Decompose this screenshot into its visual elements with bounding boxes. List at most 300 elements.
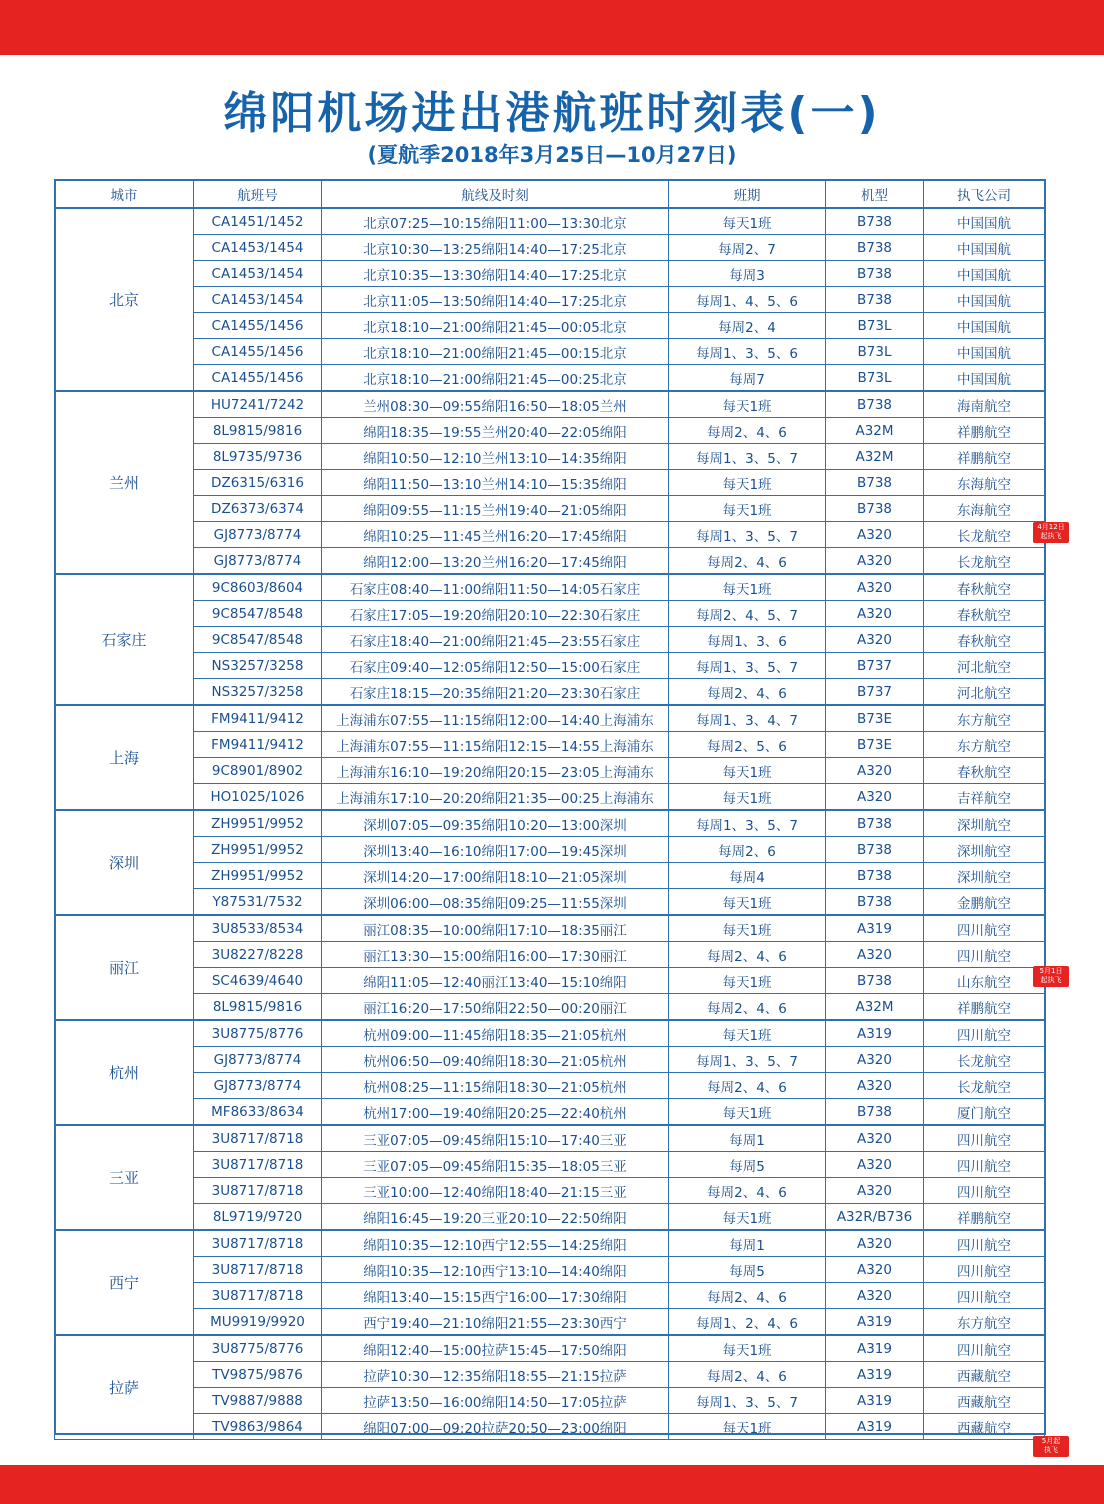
route-time-cell: 深圳13:40—16:10绵阳17:00—19:45深圳 — [322, 837, 669, 863]
flight-no-cell: FM9411/9412 — [194, 732, 322, 758]
route-time-cell: 深圳07:05—09:35绵阳10:20—13:00深圳 — [322, 810, 669, 837]
route-time-cell: 北京18:10—21:00绵阳21:45—00:05北京 — [322, 313, 669, 339]
airline-cell: 西藏航空 — [924, 1414, 1045, 1440]
aircraft-cell: A319 — [826, 1414, 924, 1440]
route-time-cell: 北京18:10—21:00绵阳21:45—00:25北京 — [322, 365, 669, 392]
schedule-cell: 每周1、3、5、6 — [669, 339, 826, 365]
aircraft-cell: A320 — [826, 1230, 924, 1257]
aircraft-cell: A319 — [826, 1362, 924, 1388]
city-cell: 西宁 — [55, 1230, 194, 1335]
table-row — [55, 732, 1045, 758]
flight-no-cell: DZ6373/6374 — [194, 496, 322, 522]
airline-cell: 河北航空 — [924, 653, 1045, 679]
schedule-cell: 每周2、5、6 — [669, 732, 826, 758]
schedule-cell: 每周1、3、5、7 — [669, 1047, 826, 1073]
aircraft-cell: B73L — [826, 339, 924, 365]
schedule-cell: 每天1班 — [669, 574, 826, 601]
route-time-cell: 石家庄08:40—11:00绵阳11:50—14:05石家庄 — [322, 574, 669, 601]
route-time-cell: 上海浦东07:55—11:15绵阳12:15—14:55上海浦东 — [322, 732, 669, 758]
route-time-cell: 上海浦东16:10—19:20绵阳20:15—23:05上海浦东 — [322, 758, 669, 784]
route-time-cell: 上海浦东07:55—11:15绵阳12:00—14:40上海浦东 — [322, 705, 669, 732]
schedule-cell: 每周1、4、5、6 — [669, 287, 826, 313]
table-row — [55, 915, 1045, 942]
schedule-cell: 每天1班 — [669, 470, 826, 496]
aircraft-cell: A320 — [826, 1125, 924, 1152]
city-group — [55, 391, 1045, 574]
aircraft-cell: B738 — [826, 863, 924, 889]
airline-cell: 四川航空 — [924, 1020, 1045, 1047]
aircraft-cell: B738 — [826, 837, 924, 863]
table-row — [55, 1047, 1045, 1073]
city-cell: 丽江 — [55, 915, 194, 1020]
flight-no-cell: GJ8773/8774 — [194, 1047, 322, 1073]
city-cell: 杭州 — [55, 1020, 194, 1125]
route-time-cell: 三亚10:00—12:40绵阳18:40—21:15三亚 — [322, 1178, 669, 1204]
aircraft-cell: A32R/B736 — [826, 1204, 924, 1231]
aircraft-cell: A320 — [826, 574, 924, 601]
page-title: 绵阳机场进出港航班时刻表(一) — [223, 88, 881, 139]
schedule-cell: 每天1班 — [669, 1335, 826, 1362]
table-row — [55, 261, 1045, 287]
flight-no-cell: HU7241/7242 — [194, 391, 322, 418]
aircraft-cell: A320 — [826, 1152, 924, 1178]
aircraft-cell: B73L — [826, 365, 924, 392]
aircraft-cell: B73L — [826, 313, 924, 339]
airline-cell: 中国国航 — [924, 339, 1045, 365]
schedule-cell: 每周2、7 — [669, 235, 826, 261]
table-row — [55, 1388, 1045, 1414]
start-date-note-badge — [1033, 522, 1069, 543]
route-time-cell: 石家庄18:15—20:35绵阳21:20—23:30石家庄 — [322, 679, 669, 706]
table-row — [55, 339, 1045, 365]
route-time-cell: 绵阳13:40—15:15西宁16:00—17:30绵阳 — [322, 1283, 669, 1309]
flight-no-cell: 3U8717/8718 — [194, 1230, 322, 1257]
table-row — [55, 1204, 1045, 1231]
airline-cell: 祥鹏航空 — [924, 418, 1045, 444]
airline-cell: 春秋航空 — [924, 627, 1045, 653]
airline-cell: 吉祥航空 — [924, 784, 1045, 811]
airline-cell: 东方航空 — [924, 732, 1045, 758]
schedule-cell: 每天1班 — [669, 784, 826, 811]
schedule-cell: 每周1、3、6 — [669, 627, 826, 653]
schedule-cell: 每周3 — [669, 261, 826, 287]
schedule-cell: 每天1班 — [669, 496, 826, 522]
page-subtitle: (夏航季2018年3月25日—10月27日) — [367, 143, 737, 167]
flight-no-cell: MU9919/9920 — [194, 1309, 322, 1336]
route-time-cell: 北京10:30—13:25绵阳14:40—17:25北京 — [322, 235, 669, 261]
route-time-cell: 深圳06:00—08:35绵阳09:25—11:55深圳 — [322, 889, 669, 916]
airline-cell: 四川航空 — [924, 942, 1045, 968]
table-row — [55, 287, 1045, 313]
route-time-cell: 绵阳11:05—12:40丽江13:40—15:10绵阳 — [322, 968, 669, 994]
table-row — [55, 365, 1045, 392]
table-header-row — [55, 180, 1045, 208]
table-row — [55, 784, 1045, 811]
aircraft-cell: B737 — [826, 679, 924, 706]
schedule-cell: 每天1班 — [669, 968, 826, 994]
flight-no-cell: NS3257/3258 — [194, 679, 322, 706]
table-row — [55, 679, 1045, 706]
route-time-cell: 杭州09:00—11:45绵阳18:35—21:05杭州 — [322, 1020, 669, 1047]
flight-no-cell: CA1455/1456 — [194, 365, 322, 392]
route-time-cell: 绵阳09:55—11:15兰州19:40—21:05绵阳 — [322, 496, 669, 522]
note-line-text: 执飞 — [1044, 1445, 1058, 1454]
aircraft-cell: A320 — [826, 784, 924, 811]
airline-cell: 四川航空 — [924, 1335, 1045, 1362]
route-time-cell: 绵阳11:50—13:10兰州14:10—15:35绵阳 — [322, 470, 669, 496]
airline-cell: 中国国航 — [924, 313, 1045, 339]
aircraft-cell: A319 — [826, 1335, 924, 1362]
table-row — [55, 391, 1045, 418]
schedule-cell: 每天1班 — [669, 915, 826, 942]
aircraft-cell: A320 — [826, 758, 924, 784]
airline-cell: 长龙航空 — [924, 1073, 1045, 1099]
airline-cell: 东方航空 — [924, 705, 1045, 732]
note-line-date: 5月起 — [1041, 1436, 1061, 1445]
table-row — [55, 1257, 1045, 1283]
top-red-band — [0, 0, 1104, 55]
flight-no-cell: 8L9719/9720 — [194, 1204, 322, 1231]
route-time-cell: 北京11:05—13:50绵阳14:40—17:25北京 — [322, 287, 669, 313]
flight-no-cell: CA1455/1456 — [194, 313, 322, 339]
airline-cell: 四川航空 — [924, 1178, 1045, 1204]
aircraft-cell: B738 — [826, 889, 924, 916]
col-header-flight-no: 航班号 — [194, 180, 322, 208]
table-row — [55, 418, 1045, 444]
table-row — [55, 1362, 1045, 1388]
col-header-city: 城市 — [55, 180, 194, 208]
flight-no-cell: ZH9951/9952 — [194, 810, 322, 837]
table-row — [55, 758, 1045, 784]
route-time-cell: 绵阳10:35—12:10西宁12:55—14:25绵阳 — [322, 1230, 669, 1257]
airline-cell: 东海航空 — [924, 470, 1045, 496]
route-time-cell: 兰州08:30—09:55绵阳16:50—18:05兰州 — [322, 391, 669, 418]
route-time-cell: 绵阳07:00—09:20拉萨20:50—23:00绵阳 — [322, 1414, 669, 1440]
table-row — [55, 444, 1045, 470]
table-row — [55, 1283, 1045, 1309]
flight-no-cell: 3U8717/8718 — [194, 1178, 322, 1204]
table-row — [55, 313, 1045, 339]
note-line-date: 5月1日 — [1039, 966, 1063, 975]
schedule-cell: 每周1 — [669, 1125, 826, 1152]
airline-cell: 东海航空 — [924, 496, 1045, 522]
aircraft-cell: A32M — [826, 994, 924, 1021]
schedule-cell: 每周2、4、6 — [669, 1283, 826, 1309]
airline-cell: 长龙航空 — [924, 548, 1045, 575]
table-row — [55, 705, 1045, 732]
schedule-cell: 每周1、3、5、7 — [669, 522, 826, 548]
city-group — [55, 1125, 1045, 1230]
airline-cell: 祥鹏航空 — [924, 1204, 1045, 1231]
flight-no-cell: 8L9815/9816 — [194, 994, 322, 1021]
city-group — [55, 810, 1045, 915]
airline-cell: 中国国航 — [924, 235, 1045, 261]
flight-no-cell: CA1453/1454 — [194, 287, 322, 313]
flight-no-cell: DZ6315/6316 — [194, 470, 322, 496]
flight-no-cell: GJ8773/8774 — [194, 522, 322, 548]
airline-cell: 深圳航空 — [924, 837, 1045, 863]
schedule-cell: 每天1班 — [669, 889, 826, 916]
route-time-cell: 丽江16:20—17:50绵阳22:50—00:20丽江 — [322, 994, 669, 1021]
aircraft-cell: B737 — [826, 653, 924, 679]
aircraft-cell: A320 — [826, 1257, 924, 1283]
note-line-text: 起执飞 — [1040, 532, 1062, 541]
schedule-cell: 每周1、2、4、6 — [669, 1309, 826, 1336]
flight-no-cell: 3U8717/8718 — [194, 1125, 322, 1152]
schedule-cell: 每周2、4、6 — [669, 1178, 826, 1204]
schedule-cell: 每周1、3、5、7 — [669, 653, 826, 679]
col-header-route-time: 航线及时刻 — [322, 180, 669, 208]
aircraft-cell: A320 — [826, 1178, 924, 1204]
flight-no-cell: TV9863/9864 — [194, 1414, 322, 1440]
flight-no-cell: Y87531/7532 — [194, 889, 322, 916]
flight-no-cell: CA1453/1454 — [194, 235, 322, 261]
flight-no-cell: 3U8533/8534 — [194, 915, 322, 942]
table-row — [55, 470, 1045, 496]
city-group — [55, 705, 1045, 810]
route-time-cell: 三亚07:05—09:45绵阳15:35—18:05三亚 — [322, 1152, 669, 1178]
flight-no-cell: ZH9951/9952 — [194, 837, 322, 863]
flight-no-cell: 3U8717/8718 — [194, 1283, 322, 1309]
schedule-cell: 每天1班 — [669, 1204, 826, 1231]
table-row — [55, 1309, 1045, 1336]
aircraft-cell: B73E — [826, 705, 924, 732]
schedule-cell: 每周1、3、4、7 — [669, 705, 826, 732]
airline-cell: 河北航空 — [924, 679, 1045, 706]
flight-no-cell: CA1453/1454 — [194, 261, 322, 287]
table-row — [55, 837, 1045, 863]
schedule-cell: 每天1班 — [669, 208, 826, 235]
col-header-schedule: 班期 — [669, 180, 826, 208]
flight-no-cell: 9C8901/8902 — [194, 758, 322, 784]
route-time-cell: 北京07:25—10:15绵阳11:00—13:30北京 — [322, 208, 669, 235]
schedule-cell: 每周2、4 — [669, 313, 826, 339]
flight-no-cell: HO1025/1026 — [194, 784, 322, 811]
table-row — [55, 968, 1045, 994]
table-row — [55, 601, 1045, 627]
airline-cell: 中国国航 — [924, 208, 1045, 235]
aircraft-cell: A319 — [826, 915, 924, 942]
table-row — [55, 522, 1045, 548]
airline-cell: 西藏航空 — [924, 1362, 1045, 1388]
aircraft-cell: B738 — [826, 208, 924, 235]
aircraft-cell: B738 — [826, 810, 924, 837]
aircraft-cell: A320 — [826, 1047, 924, 1073]
airline-cell: 春秋航空 — [924, 758, 1045, 784]
table-row — [55, 1230, 1045, 1257]
city-cell: 上海 — [55, 705, 194, 810]
flight-no-cell: 3U8775/8776 — [194, 1020, 322, 1047]
route-time-cell: 丽江08:35—10:00绵阳17:10—18:35丽江 — [322, 915, 669, 942]
city-cell: 三亚 — [55, 1125, 194, 1230]
aircraft-cell: A320 — [826, 1283, 924, 1309]
airline-cell: 中国国航 — [924, 287, 1045, 313]
flight-no-cell: CA1455/1456 — [194, 339, 322, 365]
city-group — [55, 574, 1045, 705]
airline-cell: 长龙航空 — [924, 522, 1045, 548]
city-group — [55, 915, 1045, 1020]
airline-cell: 祥鹏航空 — [924, 994, 1045, 1021]
airline-cell: 厦门航空 — [924, 1099, 1045, 1126]
table-row — [55, 889, 1045, 916]
col-header-aircraft: 机型 — [826, 180, 924, 208]
route-time-cell: 丽江13:30—15:00绵阳16:00—17:30丽江 — [322, 942, 669, 968]
flight-no-cell: 9C8547/8548 — [194, 601, 322, 627]
route-time-cell: 绵阳10:35—12:10西宁13:10—14:40绵阳 — [322, 1257, 669, 1283]
airline-cell: 长龙航空 — [924, 1047, 1045, 1073]
schedule-cell: 每周5 — [669, 1152, 826, 1178]
city-group — [55, 1020, 1045, 1125]
table-row — [55, 1414, 1045, 1440]
schedule-cell: 每周7 — [669, 365, 826, 392]
aircraft-cell: A32M — [826, 444, 924, 470]
aircraft-cell: A32M — [826, 418, 924, 444]
route-time-cell: 杭州08:25—11:15绵阳18:30—21:05杭州 — [322, 1073, 669, 1099]
aircraft-cell: B738 — [826, 968, 924, 994]
route-time-cell: 北京10:35—13:30绵阳14:40—17:25北京 — [322, 261, 669, 287]
flight-no-cell: 9C8547/8548 — [194, 627, 322, 653]
schedule-cell: 每周5 — [669, 1257, 826, 1283]
table-row — [55, 496, 1045, 522]
flight-schedule-table — [54, 179, 1045, 1440]
route-time-cell: 石家庄09:40—12:05绵阳12:50—15:00石家庄 — [322, 653, 669, 679]
route-time-cell: 拉萨13:50—16:00绵阳14:50—17:05拉萨 — [322, 1388, 669, 1414]
start-date-note-badge — [1033, 966, 1069, 987]
city-cell: 深圳 — [55, 810, 194, 915]
route-time-cell: 石家庄18:40—21:00绵阳21:45—23:55石家庄 — [322, 627, 669, 653]
route-time-cell: 西宁19:40—21:10绵阳21:55—23:30西宁 — [322, 1309, 669, 1336]
city-cell: 北京 — [55, 208, 194, 391]
table-row — [55, 1152, 1045, 1178]
route-time-cell: 杭州17:00—19:40绵阳20:25—22:40杭州 — [322, 1099, 669, 1126]
aircraft-cell: B738 — [826, 261, 924, 287]
schedule-cell: 每天1班 — [669, 758, 826, 784]
schedule-cell: 每周2、4、6 — [669, 942, 826, 968]
schedule-cell: 每天1班 — [669, 1020, 826, 1047]
table-row — [55, 994, 1045, 1021]
table-row — [55, 1335, 1045, 1362]
airline-cell: 四川航空 — [924, 1230, 1045, 1257]
table-row — [55, 627, 1045, 653]
airline-cell: 深圳航空 — [924, 863, 1045, 889]
airline-cell: 金鹏航空 — [924, 889, 1045, 916]
table-row — [55, 810, 1045, 837]
flight-no-cell: 3U8775/8776 — [194, 1335, 322, 1362]
aircraft-cell: B738 — [826, 287, 924, 313]
schedule-cell: 每天1班 — [669, 1414, 826, 1440]
schedule-cell: 每周2、4、6 — [669, 1362, 826, 1388]
table-row — [55, 1125, 1045, 1152]
aircraft-cell: A320 — [826, 942, 924, 968]
schedule-cell: 每周1、3、5、7 — [669, 810, 826, 837]
flight-no-cell: 3U8227/8228 — [194, 942, 322, 968]
flight-no-cell: GJ8773/8774 — [194, 548, 322, 575]
airline-cell: 四川航空 — [924, 1257, 1045, 1283]
flight-no-cell: MF8633/8634 — [194, 1099, 322, 1126]
airline-cell: 四川航空 — [924, 1283, 1045, 1309]
route-time-cell: 绵阳18:35—19:55兰州20:40—22:05绵阳 — [322, 418, 669, 444]
flight-no-cell: FM9411/9412 — [194, 705, 322, 732]
table-row — [55, 208, 1045, 235]
airline-cell: 祥鹏航空 — [924, 444, 1045, 470]
airline-cell: 西藏航空 — [924, 1388, 1045, 1414]
table-row — [55, 1099, 1045, 1126]
airline-cell: 中国国航 — [924, 261, 1045, 287]
aircraft-cell: A320 — [826, 1073, 924, 1099]
schedule-cell: 每周2、4、5、7 — [669, 601, 826, 627]
table-row — [55, 574, 1045, 601]
schedule-cell: 每周2、4、6 — [669, 994, 826, 1021]
schedule-cell: 每天1班 — [669, 1099, 826, 1126]
route-time-cell: 三亚07:05—09:45绵阳15:10—17:40三亚 — [322, 1125, 669, 1152]
start-date-note-badge — [1033, 1436, 1069, 1457]
airline-cell: 东方航空 — [924, 1309, 1045, 1336]
aircraft-cell: A319 — [826, 1309, 924, 1336]
city-cell: 兰州 — [55, 391, 194, 574]
bottom-red-band — [0, 1465, 1104, 1504]
route-time-cell: 深圳14:20—17:00绵阳18:10—21:05深圳 — [322, 863, 669, 889]
schedule-cell: 每周1、3、5、7 — [669, 1388, 826, 1414]
table-row — [55, 942, 1045, 968]
aircraft-cell: B73E — [826, 732, 924, 758]
aircraft-cell: A320 — [826, 548, 924, 575]
city-group — [55, 208, 1045, 391]
schedule-cell: 每周4 — [669, 863, 826, 889]
flight-no-cell: CA1451/1452 — [194, 208, 322, 235]
aircraft-cell: B738 — [826, 496, 924, 522]
route-time-cell: 上海浦东17:10—20:20绵阳21:35—00:25上海浦东 — [322, 784, 669, 811]
city-cell: 拉萨 — [55, 1335, 194, 1440]
schedule-cell: 每周2、4、6 — [669, 1073, 826, 1099]
schedule-cell: 每周2、6 — [669, 837, 826, 863]
flight-no-cell: 8L9735/9736 — [194, 444, 322, 470]
table-row — [55, 1178, 1045, 1204]
airline-cell: 春秋航空 — [924, 601, 1045, 627]
flight-no-cell: TV9887/9888 — [194, 1388, 322, 1414]
route-time-cell: 绵阳12:40—15:00拉萨15:45—17:50绵阳 — [322, 1335, 669, 1362]
table-row — [55, 235, 1045, 261]
aircraft-cell: B738 — [826, 1099, 924, 1126]
city-cell: 石家庄 — [55, 574, 194, 705]
schedule-cell: 每周1、3、5、7 — [669, 444, 826, 470]
airline-cell: 海南航空 — [924, 391, 1045, 418]
airline-cell: 春秋航空 — [924, 574, 1045, 601]
aircraft-cell: B738 — [826, 391, 924, 418]
schedule-cell: 每周1 — [669, 1230, 826, 1257]
airline-cell: 中国国航 — [924, 365, 1045, 392]
aircraft-cell: B738 — [826, 235, 924, 261]
route-time-cell: 杭州06:50—09:40绵阳18:30—21:05杭州 — [322, 1047, 669, 1073]
route-time-cell: 拉萨10:30—12:35绵阳18:55—21:15拉萨 — [322, 1362, 669, 1388]
schedule-cell: 每天1班 — [669, 391, 826, 418]
table-row — [55, 1020, 1045, 1047]
schedule-cell: 每周2、4、6 — [669, 679, 826, 706]
table-row — [55, 653, 1045, 679]
flight-no-cell: 3U8717/8718 — [194, 1152, 322, 1178]
route-time-cell: 绵阳10:50—12:10兰州13:10—14:35绵阳 — [322, 444, 669, 470]
flight-no-cell: 8L9815/9816 — [194, 418, 322, 444]
airline-cell: 四川航空 — [924, 1125, 1045, 1152]
flight-no-cell: ZH9951/9952 — [194, 863, 322, 889]
airline-cell: 四川航空 — [924, 1152, 1045, 1178]
aircraft-cell: B738 — [826, 470, 924, 496]
flight-no-cell: TV9875/9876 — [194, 1362, 322, 1388]
col-header-airline: 执飞公司 — [924, 180, 1045, 208]
table-row — [55, 548, 1045, 575]
flight-no-cell: NS3257/3258 — [194, 653, 322, 679]
airline-cell: 深圳航空 — [924, 810, 1045, 837]
aircraft-cell: A320 — [826, 601, 924, 627]
